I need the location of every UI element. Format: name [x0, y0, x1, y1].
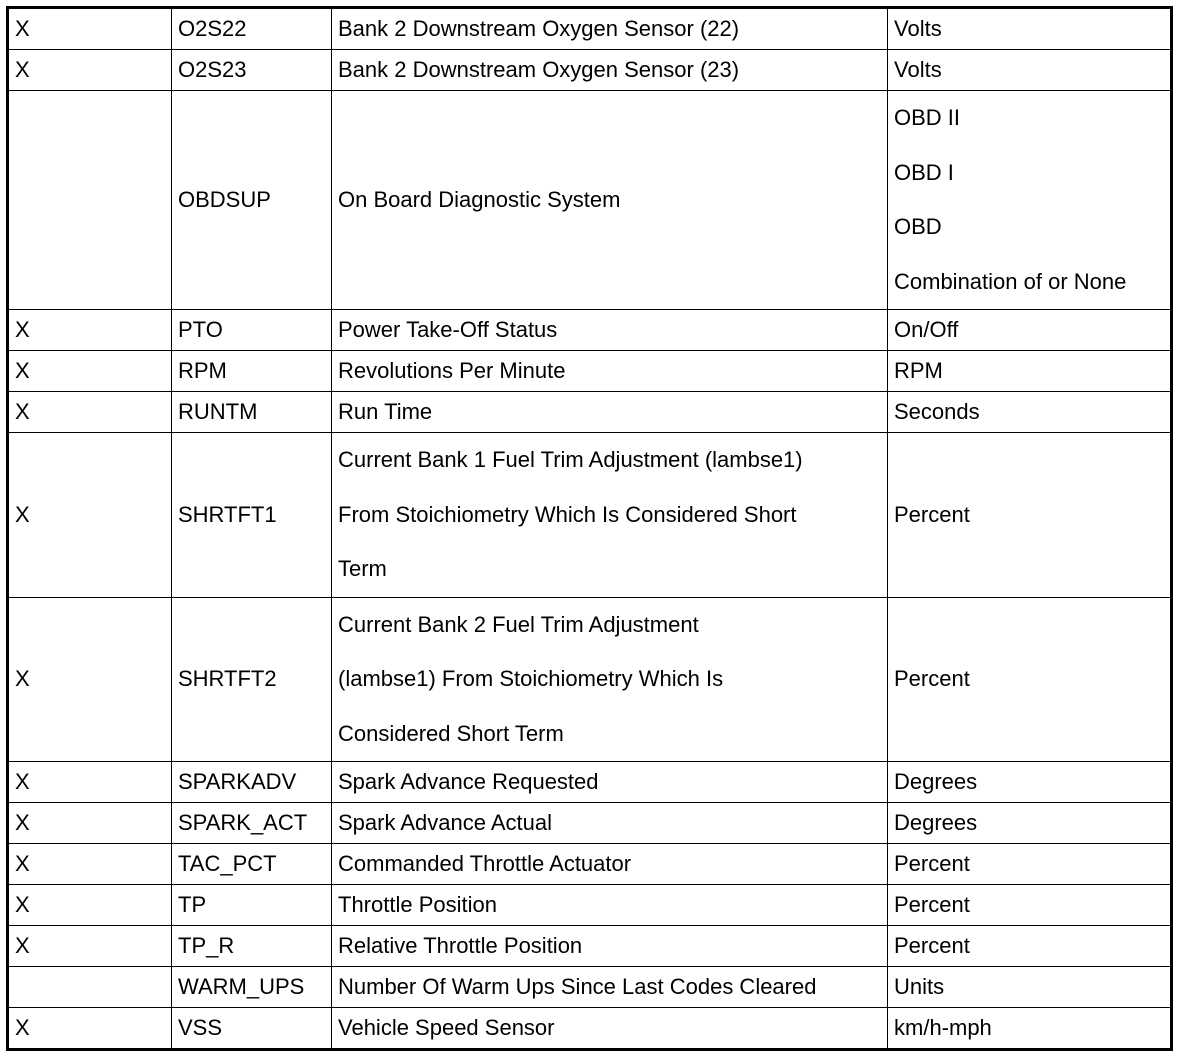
pid-name-cell: PTO [172, 310, 332, 351]
description-cell [332, 1008, 888, 1050]
units-cell-line: Percent [894, 851, 970, 876]
table-row [8, 926, 1172, 967]
units-cell [888, 50, 1172, 91]
units-cell [888, 844, 1172, 885]
description-cell-line: Relative Throttle Position [338, 933, 583, 958]
flag-cell: X [8, 310, 172, 351]
table-row [8, 844, 1172, 885]
pid-table-body [8, 8, 1172, 1050]
units-cell-line: Degrees [894, 810, 978, 835]
units-cell-line: Units [894, 974, 945, 999]
flag-cell: X [8, 433, 172, 598]
description-cell-line: Spark Advance Requested [338, 769, 599, 794]
table-row [8, 803, 1172, 844]
description-cell-line: Bank 2 Downstream Oxygen Sensor (23) [338, 57, 740, 82]
units-cell [888, 8, 1172, 50]
description-cell-line: Bank 2 Downstream Oxygen Sensor (22) [338, 16, 740, 41]
table-row [8, 392, 1172, 433]
description-cell [332, 310, 888, 351]
flag-cell [8, 91, 172, 310]
pid-name-cell: RUNTM [172, 392, 332, 433]
description-cell-line: Commanded Throttle Actuator [338, 851, 632, 876]
description-cell-line: From Stoichiometry Which Is Considered Short [338, 501, 797, 527]
flag-cell: X [8, 844, 172, 885]
units-cell-line: OBD II [894, 105, 961, 130]
flag-cell: X [8, 885, 172, 926]
description-cell [332, 926, 888, 967]
flag-cell: X [8, 1008, 172, 1050]
units-cell [888, 392, 1172, 433]
flag-cell: X [8, 392, 172, 433]
flag-cell: X [8, 803, 172, 844]
description-cell-line: Term [338, 556, 387, 581]
units-cell-line: Combination of or None [894, 268, 1127, 294]
description-cell [332, 597, 888, 762]
pid-name-cell: RPM [172, 351, 332, 392]
flag-cell: X [8, 50, 172, 91]
description-cell [332, 433, 888, 598]
units-cell-line: On/Off [894, 317, 959, 342]
units-cell [888, 967, 1172, 1008]
units-cell-line: Percent [894, 933, 970, 958]
pid-name-cell: SPARK_ACT [172, 803, 332, 844]
table-row [8, 967, 1172, 1008]
units-cell-line: Percent [894, 892, 970, 917]
description-cell [332, 392, 888, 433]
description-cell-line: Considered Short Term [338, 720, 564, 746]
pid-name-cell: SHRTFT2 [172, 597, 332, 762]
table-row [8, 351, 1172, 392]
description-cell-line: Revolutions Per Minute [338, 358, 566, 383]
description-cell-line: Run Time [338, 399, 433, 424]
description-cell [332, 351, 888, 392]
units-cell-line: RPM [894, 358, 943, 383]
units-cell-line: OBD I [894, 159, 954, 185]
description-cell-line: Spark Advance Actual [338, 810, 553, 835]
description-cell-line: Vehicle Speed Sensor [338, 1015, 555, 1040]
table-row [8, 1008, 1172, 1050]
table-row [8, 433, 1172, 598]
flag-cell: X [8, 597, 172, 762]
description-cell-line: Throttle Position [338, 892, 497, 917]
pid-name-cell: TAC_PCT [172, 844, 332, 885]
pid-name-cell: O2S22 [172, 8, 332, 50]
flag-cell: X [8, 926, 172, 967]
units-cell [888, 885, 1172, 926]
flag-cell [8, 967, 172, 1008]
units-cell [888, 803, 1172, 844]
table-row [8, 885, 1172, 926]
description-cell-line: Current Bank 1 Fuel Trim Adjustment (lambse1) [338, 447, 803, 472]
description-cell [332, 50, 888, 91]
flag-cell: X [8, 762, 172, 803]
pid-name-cell: OBDSUP [172, 91, 332, 310]
pid-name-cell: SHRTFT1 [172, 433, 332, 598]
table-row [8, 597, 1172, 762]
description-cell [332, 885, 888, 926]
description-cell [332, 91, 888, 310]
flag-cell: X [8, 8, 172, 50]
description-cell-line: (lambse1) From Stoichiometry Which Is [338, 666, 724, 691]
flag-cell: X [8, 351, 172, 392]
description-cell-line: Current Bank 2 Fuel Trim Adjustment [338, 611, 699, 637]
units-cell [888, 351, 1172, 392]
table-row [8, 91, 1172, 310]
units-cell-line: Volts [894, 57, 942, 82]
table-row [8, 50, 1172, 91]
description-cell-line: Number Of Warm Ups Since Last Codes Cleared [338, 974, 817, 999]
units-cell [888, 91, 1172, 310]
pid-name-cell: SPARKADV [172, 762, 332, 803]
units-cell-line: km/h-mph [894, 1015, 992, 1040]
units-cell [888, 926, 1172, 967]
units-cell-line: OBD [894, 214, 942, 239]
units-cell-line: Seconds [894, 399, 980, 424]
table-row [8, 310, 1172, 351]
units-cell [888, 762, 1172, 803]
units-cell [888, 597, 1172, 762]
description-cell [332, 8, 888, 50]
table-row [8, 762, 1172, 803]
description-cell [332, 844, 888, 885]
description-cell [332, 967, 888, 1008]
pid-table [6, 6, 1173, 1051]
pid-name-cell: O2S23 [172, 50, 332, 91]
units-cell [888, 1008, 1172, 1050]
units-cell-line: Percent [894, 501, 970, 527]
units-cell-line: Volts [894, 16, 942, 41]
description-cell-line: On Board Diagnostic System [338, 186, 621, 212]
units-cell-line: Degrees [894, 769, 978, 794]
description-cell-line: Power Take-Off Status [338, 317, 558, 342]
units-cell [888, 433, 1172, 598]
pid-name-cell: TP_R [172, 926, 332, 967]
pid-name-cell: VSS [172, 1008, 332, 1050]
units-cell-line: Percent [894, 666, 970, 691]
units-cell [888, 310, 1172, 351]
pid-name-cell: WARM_UPS [172, 967, 332, 1008]
description-cell [332, 803, 888, 844]
description-cell [332, 762, 888, 803]
pid-name-cell: TP [172, 885, 332, 926]
table-row [8, 8, 1172, 50]
